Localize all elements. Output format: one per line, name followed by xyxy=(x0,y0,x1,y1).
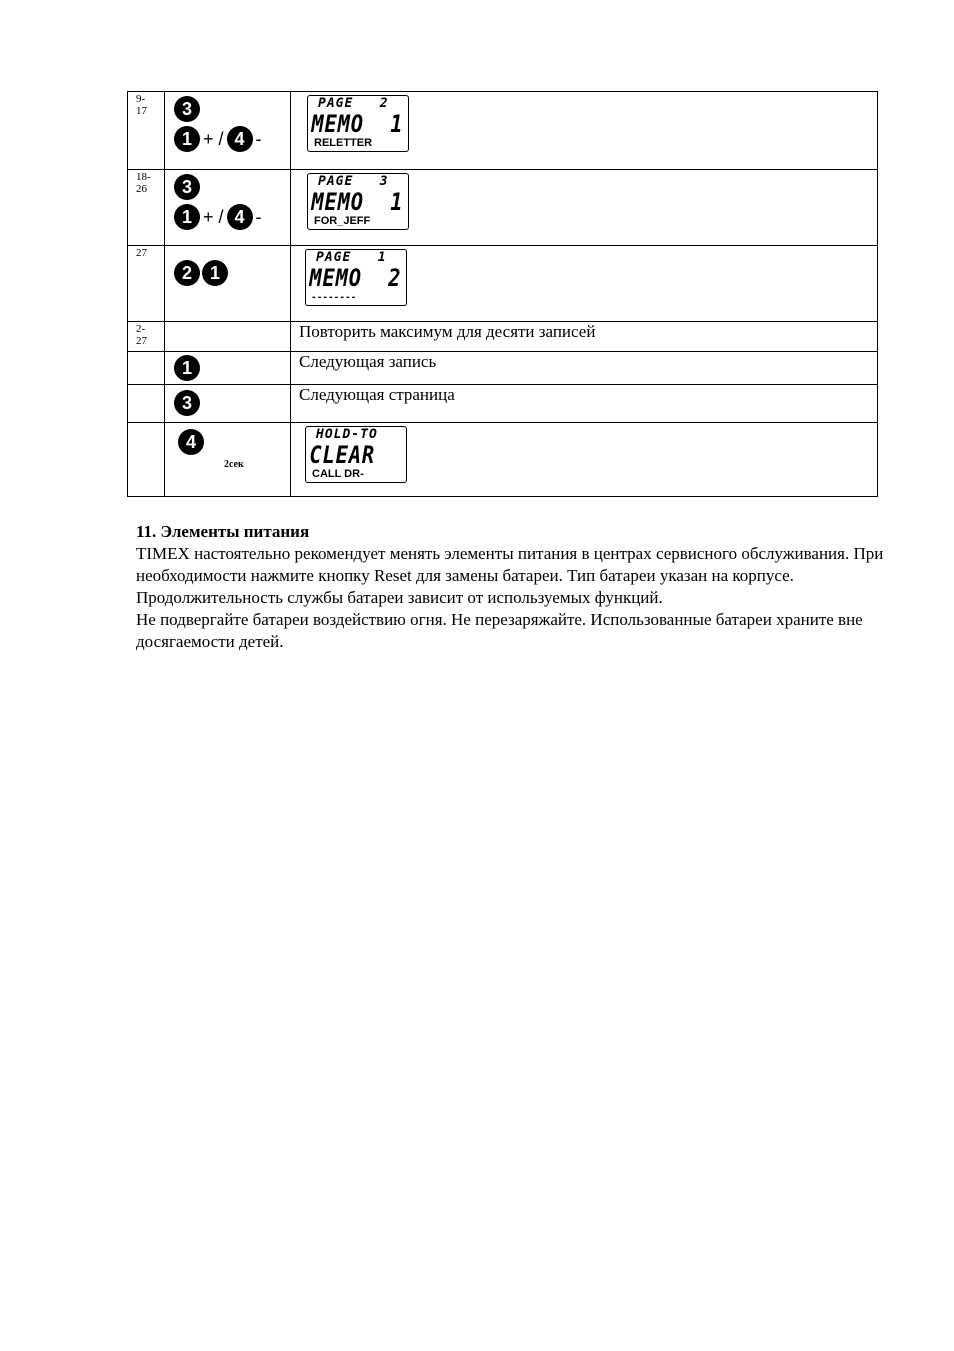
step-number-text: 18- 26 xyxy=(136,171,151,195)
step-number-text: 9- 17 xyxy=(136,93,147,117)
display-cell xyxy=(291,170,878,246)
step-number xyxy=(128,423,165,497)
lcd-bottom-line: -------- xyxy=(312,291,358,303)
lcd-top-line: PAGE 3 xyxy=(318,174,389,189)
lcd-bottom-line: FOR_JEFF xyxy=(314,215,371,227)
next-page-text: Следующая страница xyxy=(299,385,455,404)
lcd-display xyxy=(305,426,407,483)
lcd-display xyxy=(307,173,409,230)
button-3-icon: 3 xyxy=(174,390,200,416)
button-3-icon: 3 xyxy=(174,96,200,122)
plus-or-separator: + / xyxy=(203,206,224,227)
lcd-main-line: MEMO 2 xyxy=(309,264,402,292)
lcd-display xyxy=(305,249,407,306)
hold-duration-label: 2сек xyxy=(224,459,244,470)
lcd-main-line: MEMO 1 xyxy=(311,110,404,138)
section-title: 11. Элементы питания xyxy=(136,522,310,541)
text-cell xyxy=(291,385,878,423)
table-row xyxy=(128,385,878,423)
button-cell xyxy=(165,385,291,423)
button-4-icon: 4 xyxy=(227,126,253,152)
button-1-icon: 1 xyxy=(174,204,200,230)
table-row xyxy=(128,92,878,170)
step-number xyxy=(128,352,165,385)
button-cell xyxy=(165,423,291,497)
button-4-icon: 4 xyxy=(227,204,253,230)
button-2-icon: 2 xyxy=(174,260,200,286)
button-1-icon: 1 xyxy=(174,355,200,381)
lcd-bottom-line: RELETTER xyxy=(314,137,373,149)
button-4-icon: 4 xyxy=(178,429,204,455)
lcd-top-line: PAGE 1 xyxy=(316,250,387,265)
table-row xyxy=(128,352,878,385)
table-row xyxy=(128,170,878,246)
lcd-bottom-line: CALL DR- xyxy=(312,468,364,480)
plus-or-separator: + / xyxy=(203,128,224,149)
next-record-text: Следующая запись xyxy=(299,352,437,371)
minus-sign: - xyxy=(255,128,262,149)
text-cell xyxy=(291,352,878,385)
minus-sign: - xyxy=(255,206,262,227)
step-number xyxy=(128,92,165,170)
display-cell xyxy=(291,423,878,497)
button-cell xyxy=(165,246,291,322)
step-number-text: 27 xyxy=(136,247,147,259)
display-cell xyxy=(291,246,878,322)
lcd-display xyxy=(307,95,409,152)
battery-section xyxy=(136,521,886,653)
button-1-icon: 1 xyxy=(202,260,228,286)
text-cell xyxy=(291,322,878,352)
section-paragraph: TIMEX настоятельно рекомендует менять элементы питания в центрах сервисного обслуживания. При необходимости нажмите кнопку Reset для замены батареи. Тип батареи указан на корпусе. Продолжительность службы батареи зависит от используемых функций. xyxy=(136,544,884,607)
table-row xyxy=(128,423,878,497)
instruction-table xyxy=(127,91,878,497)
repeat-instruction: Повторить максимум для десяти записей xyxy=(299,322,596,341)
button-3-icon: 3 xyxy=(174,174,200,200)
table-row xyxy=(128,322,878,352)
button-1-icon: 1 xyxy=(174,126,200,152)
lcd-top-line: PAGE 2 xyxy=(318,96,389,111)
lcd-main-line: CLEAR xyxy=(309,441,376,469)
step-number-text: 2- 27 xyxy=(136,323,147,347)
step-number xyxy=(128,322,165,352)
step-number xyxy=(128,170,165,246)
section-paragraph: Не подвергайте батареи воздействию огня. Не перезаряжайте. Использованные батареи храните вне досягаемости детей. xyxy=(136,610,863,651)
step-number xyxy=(128,246,165,322)
button-cell xyxy=(165,322,291,352)
button-cell xyxy=(165,170,291,246)
button-cell xyxy=(165,92,291,170)
lcd-top-line: HOLD-TO xyxy=(316,427,378,442)
lcd-main-line: MEMO 1 xyxy=(311,188,404,216)
display-cell xyxy=(291,92,878,170)
step-number xyxy=(128,385,165,423)
table-row xyxy=(128,246,878,322)
button-cell xyxy=(165,352,291,385)
